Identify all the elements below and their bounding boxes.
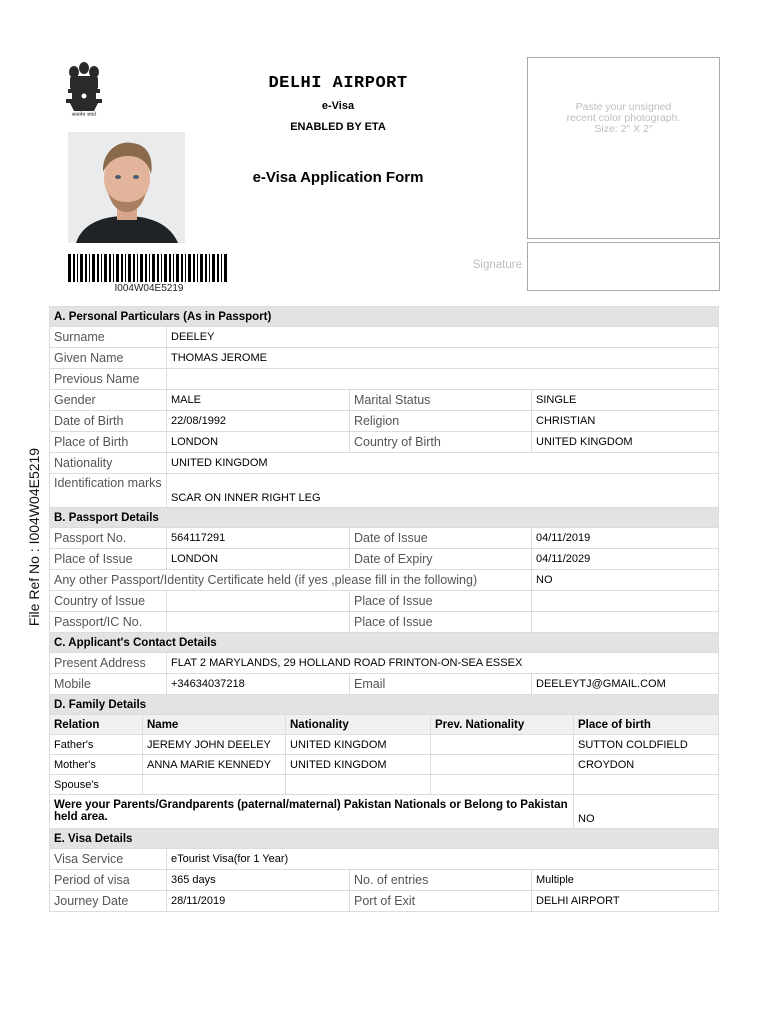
- date-of-issue-label: Date of Issue: [350, 528, 532, 549]
- journey-date-label: Journey Date: [50, 891, 167, 912]
- photo-instruction-line: Size: 2" X 2": [594, 123, 653, 135]
- country-of-issue-label: Country of Issue: [50, 591, 167, 612]
- airport-title: DELHI AIRPORT: [268, 74, 408, 93]
- family-header-name: Name: [143, 715, 286, 735]
- pakistan-answer: NO: [574, 795, 719, 829]
- family-name: ANNA MARIE KENNEDY: [143, 755, 286, 775]
- period-of-visa-label: Period of visa: [50, 870, 167, 891]
- family-prev-nationality: [431, 735, 574, 755]
- file-ref-text: File Ref No : I004W04E5219: [26, 447, 42, 627]
- passport-ic-no-value: [167, 612, 350, 633]
- emblem-motto: सत्यमेव जयते: [71, 112, 97, 118]
- other-place-of-issue-label: Place of Issue: [350, 591, 532, 612]
- no-of-entries-label: No. of entries: [350, 870, 532, 891]
- nationality-value: UNITED KINGDOM: [167, 453, 719, 474]
- pob-value: LONDON: [167, 432, 350, 453]
- form-title: e-Visa Application Form: [252, 169, 424, 186]
- date-of-expiry-value: 04/11/2029: [532, 549, 719, 570]
- ic-place-of-issue-label: Place of Issue: [350, 612, 532, 633]
- passport-no-label: Passport No.: [50, 528, 167, 549]
- family-relation: Father's: [50, 735, 143, 755]
- family-nationality: UNITED KINGDOM: [286, 735, 431, 755]
- application-form-table: [49, 306, 719, 912]
- visa-service-value: eTourist Visa(for 1 Year): [167, 849, 719, 870]
- photo-instruction-line: Paste your unsigned: [575, 101, 672, 113]
- date-of-expiry-label: Date of Expiry: [350, 549, 532, 570]
- no-of-entries-value: Multiple: [532, 870, 719, 891]
- signature-label: Signature: [472, 259, 522, 271]
- email-value: DEELEYTJ@GMAIL.COM: [532, 674, 719, 695]
- family-name: [143, 775, 286, 795]
- family-prev-nationality: [431, 755, 574, 775]
- marital-status-label: Marital Status: [350, 390, 532, 411]
- country-of-issue-value: [167, 591, 350, 612]
- other-passport-label: Any other Passport/Identity Certificate held (if yes ,please fill in the following): [50, 570, 532, 591]
- family-nationality: UNITED KINGDOM: [286, 755, 431, 775]
- family-header-place-of-birth: Place of birth: [574, 715, 719, 735]
- cob-value: UNITED KINGDOM: [532, 432, 719, 453]
- family-header-nationality: Nationality: [286, 715, 431, 735]
- identification-marks-label: Identification marks: [50, 474, 167, 508]
- section-header-personal: A. Personal Particulars (As in Passport): [50, 307, 719, 327]
- family-place-of-birth: [574, 775, 719, 795]
- section-header-visa: E. Visa Details: [50, 829, 719, 849]
- table-row: [50, 775, 719, 795]
- family-place-of-birth: CROYDON: [574, 755, 719, 775]
- visa-service-label: Visa Service: [50, 849, 167, 870]
- surname-value: DEELEY: [167, 327, 719, 348]
- section-header-family: D. Family Details: [50, 695, 719, 715]
- identification-marks-value: SCAR ON INNER RIGHT LEG: [167, 474, 719, 508]
- previous-name-label: Previous Name: [50, 369, 167, 390]
- table-row: [50, 735, 719, 755]
- other-passport-value: NO: [532, 570, 719, 591]
- surname-label: Surname: [50, 327, 167, 348]
- passport-no-value: 564117291: [167, 528, 350, 549]
- given-name-value: THOMAS JEROME: [167, 348, 719, 369]
- place-of-issue-label: Place of Issue: [50, 549, 167, 570]
- family-name: JEREMY JOHN DEELEY: [143, 735, 286, 755]
- passport-ic-no-label: Passport/IC No.: [50, 612, 167, 633]
- family-relation: Mother's: [50, 755, 143, 775]
- national-emblem-icon: [60, 58, 108, 124]
- port-of-exit-value: DELHI AIRPORT: [532, 891, 719, 912]
- family-header-relation: Relation: [50, 715, 143, 735]
- period-of-visa-value: 365 days: [167, 870, 350, 891]
- dob-label: Date of Birth: [50, 411, 167, 432]
- family-prev-nationality: [431, 775, 574, 795]
- pakistan-question: Were your Parents/Grandparents (paternal/maternal) Pakistan Nationals or Belong to Pakistan held area.: [50, 795, 574, 829]
- date-of-issue-value: 04/11/2019: [532, 528, 719, 549]
- given-name-label: Given Name: [50, 348, 167, 369]
- dob-value: 22/08/1992: [167, 411, 350, 432]
- photo-instructions: [528, 102, 719, 135]
- section-header-contact: C. Applicant's Contact Details: [50, 633, 719, 653]
- cob-label: Country of Birth: [350, 432, 532, 453]
- present-address-value: FLAT 2 MARYLANDS, 29 HOLLAND ROAD FRINTON-ON-SEA ESSEX: [167, 653, 719, 674]
- nationality-label: Nationality: [50, 453, 167, 474]
- table-row: [50, 755, 719, 775]
- email-label: Email: [350, 674, 532, 695]
- gender-value: MALE: [167, 390, 350, 411]
- family-header-prev-nationality: Prev. Nationality: [431, 715, 574, 735]
- photo-instruction-line: recent color photograph.: [566, 112, 681, 124]
- barcode: [68, 254, 230, 282]
- mobile-value: +34634037218: [167, 674, 350, 695]
- other-place-of-issue-value: [532, 591, 719, 612]
- family-relation: Spouse's: [50, 775, 143, 795]
- photo-placeholder-box: [527, 57, 720, 239]
- pob-label: Place of Birth: [50, 432, 167, 453]
- religion-value: CHRISTIAN: [532, 411, 719, 432]
- port-of-exit-label: Port of Exit: [350, 891, 532, 912]
- evisa-subtitle: e-Visa: [321, 100, 355, 112]
- present-address-label: Present Address: [50, 653, 167, 674]
- mobile-label: Mobile: [50, 674, 167, 695]
- gender-label: Gender: [50, 390, 167, 411]
- previous-name-value: [167, 369, 719, 390]
- family-nationality: [286, 775, 431, 795]
- family-place-of-birth: SUTTON COLDFIELD: [574, 735, 719, 755]
- section-header-passport: B. Passport Details: [50, 508, 719, 528]
- marital-status-value: SINGLE: [532, 390, 719, 411]
- enabled-by-eta: ENABLED BY ETA: [290, 121, 386, 133]
- religion-label: Religion: [350, 411, 532, 432]
- ic-place-of-issue-value: [532, 612, 719, 633]
- place-of-issue-value: LONDON: [167, 549, 350, 570]
- barcode-number: I004W04E5219: [114, 283, 184, 294]
- applicant-photo: [68, 132, 185, 243]
- signature-box: [527, 242, 720, 291]
- journey-date-value: 28/11/2019: [167, 891, 350, 912]
